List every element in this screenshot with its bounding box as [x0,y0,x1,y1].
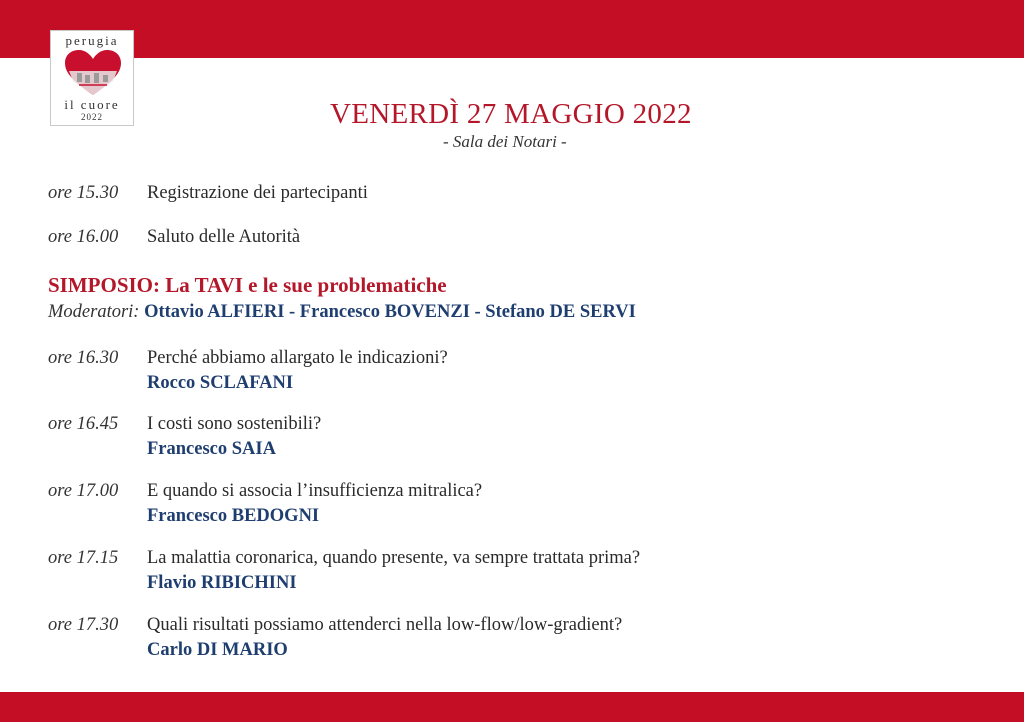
moderators-label: Moderatori: [48,302,140,322]
page-title: VENERDÌ 27 MAGGIO 2022 [330,98,692,130]
heart-icon [63,49,123,97]
moderators-names: Ottavio ALFIERI - Francesco BOVENZI - Stefano DE SERVI [144,302,636,322]
talk-time: ore 17.00 [48,481,119,501]
talk-time: ore 17.30 [48,615,119,635]
talk-speaker: Flavio RIBICHINI [147,573,297,593]
logo-year: 2022 [81,112,103,122]
talk-description: I costi sono sostenibili? [147,414,322,434]
talk-speaker: Rocco SCLAFANI [147,373,294,393]
venue-subtitle: - Sala dei Notari - [443,132,567,151]
schedule-description: Saluto delle Autorità [147,227,301,247]
talk-time: ore 16.30 [48,348,119,368]
talk-description: La malattia coronarica, quando presente, va sempre trattata prima? [147,548,641,568]
schedule-time: ore 15.30 [48,183,119,203]
talk-speaker: Francesco SAIA [147,439,276,459]
talk-description: Perché abbiamo allargato le indicazioni? [147,348,448,368]
logo-text-top: perugia [65,33,119,48]
event-logo [50,30,134,126]
bottom-red-band [0,692,1024,722]
schedule-time: ore 16.00 [48,227,119,247]
talk-speaker: Carlo DI MARIO [147,640,288,660]
talk-time: ore 17.15 [48,548,119,568]
moderators-line [48,302,636,323]
talk-description: E quando si associa l’insufficienza mitralica? [147,481,483,501]
schedule-description: Registrazione dei partecipanti [147,183,368,203]
top-red-band [0,0,1024,58]
logo-text-bottom: il cuore [64,97,120,112]
talk-speaker: Francesco BEDOGNI [147,506,320,526]
symposium-title: SIMPOSIO: La TAVI e le sue problematiche [48,273,447,297]
talk-time: ore 16.45 [48,414,119,434]
talk-description: Quali risultati possiamo attenderci nella low-flow/low-gradient? [147,615,623,635]
